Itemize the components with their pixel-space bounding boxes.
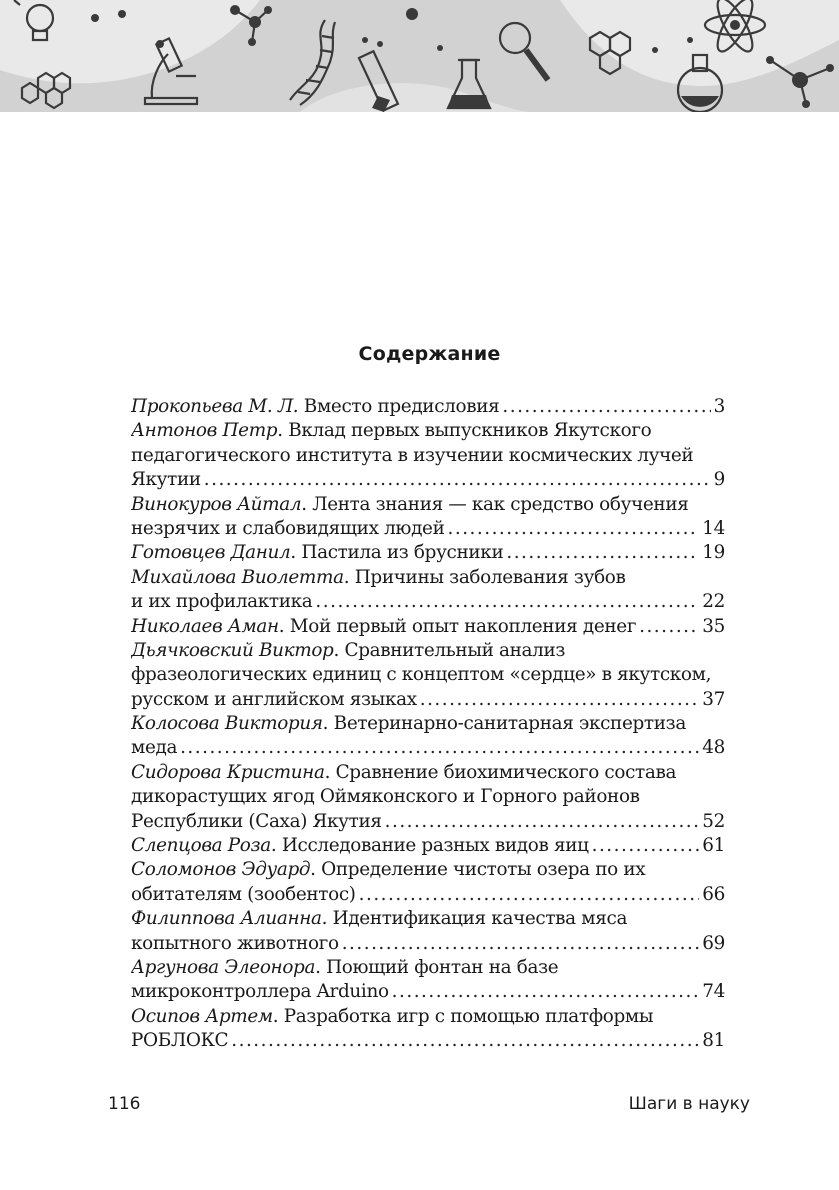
toc-entry <box>131 761 725 834</box>
toc-entry-title-line: . Мой первый опыт накопления денег <box>278 615 637 637</box>
toc-entry-title-line: копытного животного <box>131 932 339 954</box>
science-banner <box>0 0 839 112</box>
toc-entry-title-line: Вместо предисловия <box>298 396 500 417</box>
toc-entry-author: Соломонов Эдуард <box>131 859 311 881</box>
toc-entry-title-line: Якутии <box>131 469 201 491</box>
toc-entry-title-line: Республики (Саха) Якутия <box>131 810 382 832</box>
table-of-contents <box>131 395 725 1054</box>
toc-entry-title-line: . Вклад первых выпускников Якутского <box>277 420 652 442</box>
toc-entry-author: Осипов Артем <box>131 1005 273 1027</box>
toc-entry-page: 81 <box>702 1030 725 1052</box>
toc-entry-title-line: незрячих и слабовидящих людей <box>131 517 445 539</box>
toc-entry-title-line: педагогического института в изучении космических лучей <box>131 444 694 466</box>
toc-entry-author: Антонов Петр <box>131 420 278 442</box>
toc-entry-title-line: РОБЛОКС <box>131 1030 229 1052</box>
toc-entry-author: Сидорова Кристина <box>131 761 325 783</box>
toc-entry-title-line: . Определение чистоты озера по их <box>310 859 646 881</box>
toc-entry <box>131 419 725 492</box>
toc-entry-title-line: меда <box>131 737 178 759</box>
leader-dots <box>420 688 700 712</box>
toc-entry <box>131 541 725 565</box>
toc-entry-page: 9 <box>713 469 725 491</box>
toc-entry-page: 48 <box>702 737 725 759</box>
running-title: Шаги в науку <box>628 1094 750 1114</box>
toc-entry <box>131 493 725 542</box>
toc-entry-author: Дьячковский Виктор <box>131 639 334 661</box>
toc-entry-title-line: . Причины заболевания зубов <box>343 566 626 588</box>
toc-entry-page: 35 <box>702 615 725 637</box>
leader-dots <box>204 468 711 492</box>
toc-entry <box>131 639 725 712</box>
toc-entry-page: 14 <box>702 517 725 539</box>
toc-entry <box>131 1005 725 1054</box>
toc-entry-page: 61 <box>702 835 725 857</box>
toc-entry-title-line: . Поющий фонтан на базе <box>315 956 559 978</box>
toc-entry-title-line: . Пастила из брусники <box>290 542 504 564</box>
leader-dots <box>315 590 699 614</box>
leader-dots <box>392 980 700 1004</box>
toc-entry-title-line: . Сравнительный анализ <box>333 639 566 661</box>
toc-entry-page: 66 <box>702 883 725 905</box>
toc-entry-title-line: . Ветеринарно-санитарная экспертиза <box>322 713 686 735</box>
toc-entry <box>131 395 725 419</box>
toc-entry <box>131 834 725 858</box>
leader-dots <box>502 395 710 419</box>
leader-dots <box>342 932 700 956</box>
leader-dots <box>231 1029 699 1053</box>
toc-entry-author: Николаев Аман <box>131 615 279 637</box>
leader-dots <box>592 834 700 858</box>
toc-entry-author: Колосова Виктория <box>131 713 323 735</box>
toc-entry <box>131 615 725 639</box>
toc-entry-page: 22 <box>702 591 725 613</box>
toc-entry-title-line: микроконтроллера Arduino <box>131 981 389 1003</box>
toc-entry-author: Винокуров Айтал <box>131 493 302 515</box>
science-icons-illustration <box>0 0 839 112</box>
toc-entry <box>131 956 725 1005</box>
leader-dots <box>639 615 699 639</box>
toc-entry-title-line: фразеологических единиц с концептом «сердце» в якутском, <box>131 664 712 686</box>
leader-dots <box>448 517 700 541</box>
toc-entry-author: Слепцова Роза <box>131 835 271 857</box>
toc-entry-page: 37 <box>702 688 725 710</box>
toc-entry-page: 19 <box>702 542 725 564</box>
toc-entry-title-line: русском и английском языках <box>131 688 417 710</box>
toc-entry-title-line: обитателям (зообентос) <box>131 883 356 905</box>
toc-entry-title-line: . Исследование разных видов яиц <box>270 835 589 857</box>
toc-entry-author: Аргунова Элеонора <box>131 956 316 978</box>
toc-entry-page: 3 <box>713 396 725 417</box>
leader-dots <box>506 541 699 565</box>
toc-entry-title-line: . Идентификация качества мяса <box>321 908 628 930</box>
toc-entry-author: Михайлова Виолетта <box>131 566 344 588</box>
toc-entry <box>131 907 725 956</box>
toc-entry-author: Филиппова Алианна <box>131 908 322 930</box>
toc-entry-title-line: дикорастущих ягод Оймяконского и Горного районов <box>131 786 640 808</box>
toc-entry <box>131 858 725 907</box>
leader-dots <box>180 736 699 760</box>
toc-entry-title-line: . Сравнение биохимического состава <box>324 761 677 783</box>
toc-title: Содержание <box>358 343 501 365</box>
toc-entry-page: 69 <box>702 932 725 954</box>
toc-entry-page: 52 <box>702 810 725 832</box>
toc-entry-page: 74 <box>702 981 725 1003</box>
leader-dots <box>385 810 700 834</box>
leader-dots <box>359 883 700 907</box>
dna-icon <box>290 20 335 105</box>
magnifier-icon <box>500 23 548 80</box>
toc-entry-title-line: и их профилактика <box>131 591 313 613</box>
page-number: 116 <box>108 1094 141 1114</box>
toc-entry-title-line: . Разработка игр с помощью платформы <box>272 1005 654 1027</box>
toc-entry-author: Готовцев Данил <box>131 542 291 564</box>
toc-entry-title-line: . Лента знания — как средство обучения <box>301 493 689 515</box>
toc-entry-author: Прокопьева М. Л. <box>131 396 299 417</box>
toc-entry <box>131 566 725 615</box>
toc-entry <box>131 712 725 761</box>
